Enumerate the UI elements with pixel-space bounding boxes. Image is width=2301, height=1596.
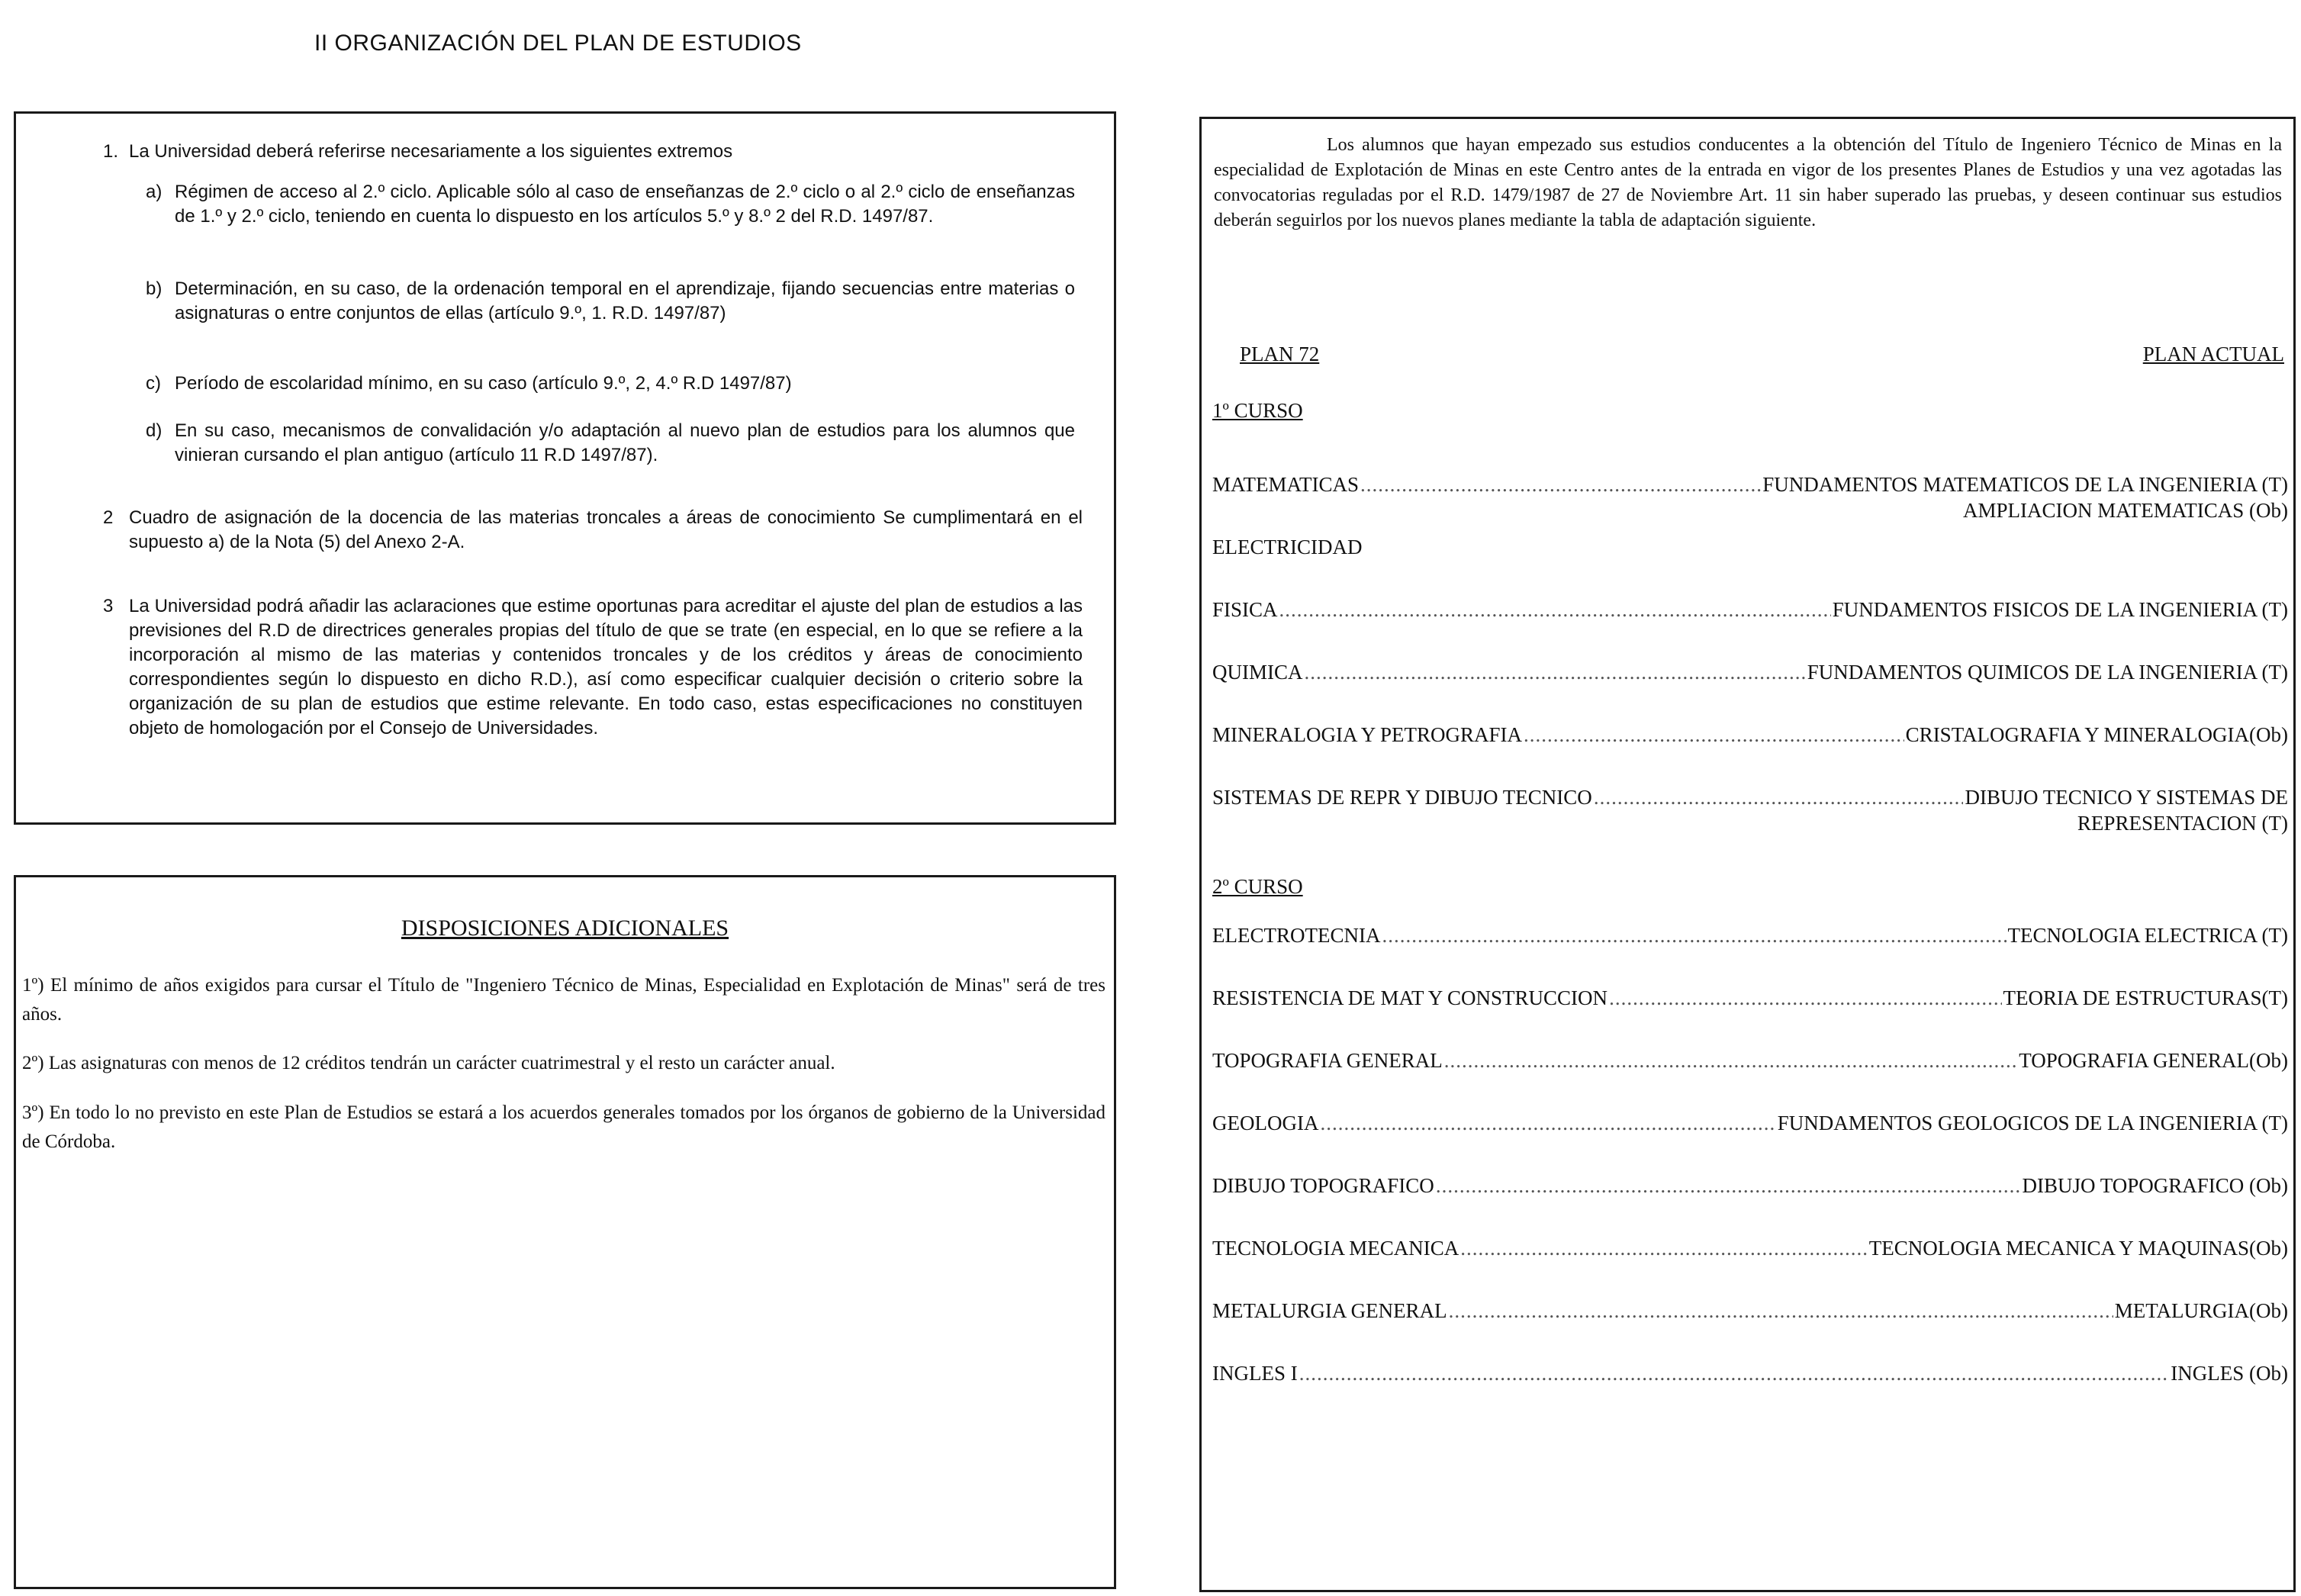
dot-leader [1360,471,1761,497]
adaptation-box [1199,117,2296,1592]
course1_rows-row [1212,722,2288,748]
row-line [1212,1110,2288,1136]
row-line [1212,1235,2288,1261]
note-2-number: 2 [103,507,114,528]
row-line [1212,471,2288,497]
row-line [1212,534,2288,560]
course2_rows-row [1212,922,2288,948]
course2_rows-row [1212,1110,2288,1136]
sub-item-a-label: a) [146,182,163,202]
course2_rows-row [1212,1047,2288,1073]
new-subject: CRISTALOGRAFIA Y MINERALOGIA(Ob) [1905,723,2288,746]
old-subject: DIBUJO TOPOGRAFICO [1212,1174,1434,1197]
old-subject: TOPOGRAFIA GENERAL [1212,1049,1443,1072]
old-subject: QUIMICA [1212,661,1303,684]
dispositions-box [14,875,1116,1589]
old-subject: METALURGIA GENERAL [1212,1299,1447,1322]
new-subject: FUNDAMENTOS MATEMATICOS DE LA INGENIERIA (T) [1762,473,2288,496]
old-subject: ELECTRICIDAD [1212,536,1363,558]
sub-item-b-text: Determinación, en su caso, de la ordenación temporal en el aprendizaje, fijando secuencias entre materias o asignaturas o entre conjuntos de ellas (artículo 9.º, 1. R.D. 1497/87) [175,278,1075,323]
notes-box [14,111,1116,825]
row-line [1212,985,2288,1011]
course1_rows-row [1212,471,2288,523]
sub-item-a-text: Régimen de acceso al 2.º ciclo. Aplicable sólo al caso de enseñanzas de 2.º ciclo o al 2.º ciclo de enseñanzas de 1.º y 2.º ciclo, teniendo en cuenta lo dispuesto en los artículos 5.º y 8.º 2 del R.D. 1497/87. [175,182,1075,227]
old-subject: FISICA [1212,598,1278,621]
note-1-text: La Universidad deberá referirse necesariamente a los siguientes extremos [129,141,733,162]
dot-leader [1524,722,1904,748]
disposition-1: 1º) El mínimo de años exigidos para cursar el Título de "Ingeniero Técnico de Minas, Especialidad en Explotación de Minas" será de tres años. [22,975,1105,1025]
old-subject: RESISTENCIA DE MAT Y CONSTRUCCION [1212,986,1608,1009]
course2_rows-row [1212,1235,2288,1261]
page-title: II ORGANIZACIÓN DEL PLAN DE ESTUDIOS [314,31,802,56]
course2_rows-row [1212,985,2288,1011]
new-subject: FUNDAMENTOS FISICOS DE LA INGENIERIA (T) [1832,598,2288,621]
new-subject: TOPOGRAFIA GENERAL(Ob) [2019,1049,2288,1072]
sub-item-b-label: b) [146,278,163,299]
adaptation-intro [1214,133,2282,233]
course1_rows-row [1212,659,2288,685]
disposition-2: 2º) Las asignaturas con menos de 12 créditos tendrán un carácter cuatrimestral y el resto un carácter anual. [22,1053,835,1073]
new-subject-continuation: AMPLIACION MATEMATICAS (Ob) [1962,499,2288,522]
row-line [1212,1298,2288,1324]
sub-item-d-text: En su caso, mecanismos de convalidación y/o adaptación al nuevo plan de estudios para los alumnos que vinieran cursando el plan antiguo (artículo 11 R.D 1497/87). [175,420,1075,465]
adaptation-intro-text: Los alumnos que hayan empezado sus estudios conducentes a la obtención del Título de Ingeniero Técnico de Minas en la especialidad de Explotación de Minas en este Centro antes de la entrada en vigor de los presentes Planes de Estudios y una vez agotadas las convocatorias reguladas por el R.D. 1479/1987 de 27 de Noviembre Art. 11 sin haber superado las pruebas, y deseen continuar sus estudios deberán seguirlos por los nuevos planes mediante la tabla de adaptación siguiente. [1214,135,2282,230]
course2_rows-row [1212,1298,2288,1324]
old-subject: GEOLOGIA [1212,1112,1319,1134]
new-subject: INGLES (Ob) [2171,1362,2288,1385]
sub-item-d-label: d) [146,420,163,441]
new-subject-continuation: REPRESENTACION (T) [2077,812,2288,835]
new-subject: FUNDAMENTOS QUIMICOS DE LA INGENIERIA (T) [1807,661,2288,684]
sub-item-c-label: c) [146,373,161,394]
dot-leader [1436,1173,2021,1199]
dot-leader [1299,1360,2170,1386]
dot-leader [1594,784,1964,810]
course-2-heading: 2º CURSO [1212,875,1303,898]
old-subject: TECNOLOGIA MECANICA [1212,1237,1459,1260]
course1_rows-row [1212,784,2288,836]
course1_rows-row [1212,597,2288,623]
dot-leader [1449,1298,2113,1324]
course-1-heading: 1º CURSO [1212,399,1303,422]
row-line [1212,1173,2288,1199]
sub-item-c-text: Período de escolaridad mínimo, en su caso (artículo 9.º, 2, 4.º R.D 1497/87) [175,373,792,394]
new-subject: TECNOLOGIA MECANICA Y MAQUINAS(Ob) [1868,1237,2288,1260]
old-subject: INGLES I [1212,1362,1298,1385]
dot-leader [1609,985,2001,1011]
row-line [1212,722,2288,748]
note-2-text: Cuadro de asignación de la docencia de las materias troncales a áreas de conocimiento Se cumplimentará en el supuesto a) de la Nota (5) del Anexo 2-A. [129,507,1083,552]
note-3-number: 3 [103,596,114,616]
dot-leader [1279,597,1831,623]
dot-leader [1460,1235,1868,1261]
dispositions-title: DISPOSICIONES ADICIONALES [401,915,729,941]
old-subject: SISTEMAS DE REPR Y DIBUJO TECNICO [1212,786,1592,809]
new-subject: DIBUJO TECNICO Y SISTEMAS DE [1965,786,2288,809]
row-line [1212,659,2288,685]
row-line [1212,1360,2288,1386]
old-subject: MATEMATICAS [1212,473,1360,496]
row-line [1212,922,2288,948]
course2_rows-row [1212,1173,2288,1199]
column-header-plan-actual: PLAN ACTUAL [2142,343,2284,365]
new-subject: FUNDAMENTOS GEOLOGICOS DE LA INGENIERIA (T) [1777,1112,2288,1134]
row-line [1212,784,2288,810]
row-line [1212,597,2288,623]
note-3-text: La Universidad podrá añadir las aclaraciones que estime oportunas para acreditar el ajuste del plan de estudios a las previsiones del R.D de directrices generales propias del título de que se trate (en especial, en lo que se refiere a la incorporación al mismo de las materias y contenidos troncales y de los créditos y áreas de conocimiento correspondientes según lo dispuesto en dicho R.D.), así como especificar cualquier decisión o criterio sobre la organización de su plan de estudios que estime relevante. En todo caso, estas especificaciones no constituyen objeto de homologación por el Consejo de Universidades. [129,596,1083,738]
course2_rows-row [1212,1360,2288,1386]
old-subject: MINERALOGIA Y PETROGRAFIA [1212,723,1523,746]
new-subject: TECNOLOGIA ELECTRICA (T) [2007,924,2288,947]
dot-leader [1320,1110,1775,1136]
dot-leader [1444,1047,2017,1073]
new-subject: METALURGIA(Ob) [2114,1299,2288,1322]
course1_rows-row [1212,534,2288,560]
new-subject: TEORIA DE ESTRUCTURAS(T) [2003,986,2288,1009]
new-subject: DIBUJO TOPOGRAFICO (Ob) [2022,1174,2288,1197]
column-header-plan-72: PLAN 72 [1240,343,1320,365]
disposition-3: 3º) En todo lo no previsto en este Plan de Estudios se estará a los acuerdos generales tomados por los órganos de gobierno de la Universidad de Córdoba. [22,1102,1105,1152]
dot-leader [1305,659,1806,685]
dot-leader [1382,922,2006,948]
note-1-number: 1. [103,141,119,162]
row-line [1212,1047,2288,1073]
old-subject: ELECTROTECNIA [1212,924,1381,947]
